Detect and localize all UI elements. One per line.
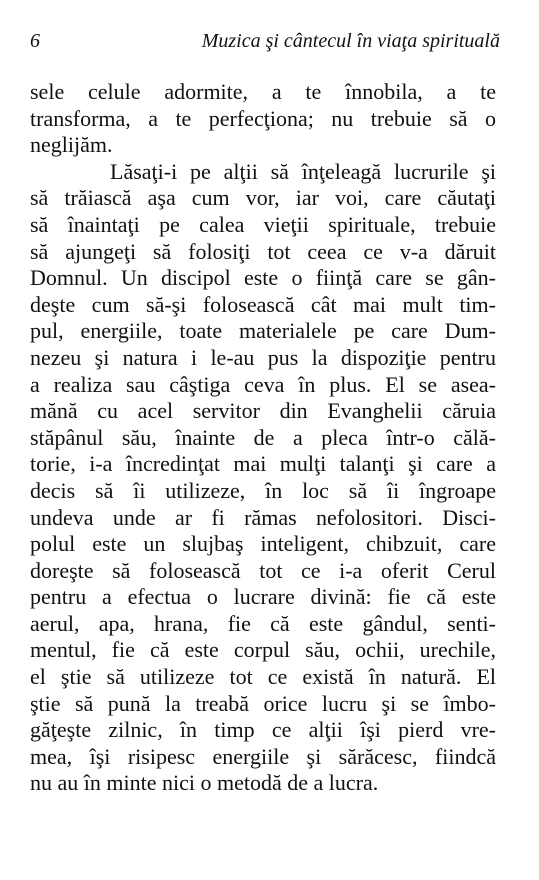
text-line: mea, îşi risipesc energiile şi sărăcesc, fiindcă — [30, 743, 496, 769]
text-line: deşte cum să-şi folosească cât mai mult tim- — [30, 291, 496, 317]
text-line: nu au în minte nici o metodă de a lucra. — [30, 770, 379, 796]
text-line: să ajungeţi să folosiţi tot ceea ce v-a dăruit — [30, 238, 496, 264]
text-line: nezeu şi natura i le-au pus la dispoziţie pentru — [30, 344, 496, 370]
page-number: 6 — [30, 30, 40, 52]
text-line: decis să îi utilizeze, în loc să îi îngroape — [30, 477, 496, 503]
text-line: aerul, apa, hrana, fie că este gândul, senti- — [30, 610, 496, 636]
text-line: undeva unde ar fi rămas nefolositori. Disci- — [30, 504, 496, 530]
body-text — [30, 79, 496, 797]
paragraph — [30, 159, 496, 797]
page-header — [30, 26, 500, 56]
running-title: Muzica şi cântecul în viaţa spirituală — [201, 30, 500, 52]
text-line: torie, i-a încredinţat mai mulţi talanţi şi care a — [30, 451, 496, 477]
text-line: a realiza sau câştiga ceva în plus. El se asea- — [30, 371, 496, 397]
text-line: Lăsaţi-i pe alţii să înţeleagă lucrurile şi — [110, 158, 496, 184]
text-line: găţeşte zilnic, în timp ce alţii îşi pierd vre- — [30, 717, 496, 743]
text-line: să trăiască aşa cum vor, iar voi, care căutaţi — [30, 185, 496, 211]
text-line: neglijăm. — [30, 132, 113, 158]
text-line: Domnul. Un discipol este o fiinţă care se gân- — [30, 265, 496, 291]
text-line: mănă cu acel servitor din Evanghelii căruia — [30, 398, 496, 424]
text-line: să înaintaţi pe calea vieţii spirituale, trebuie — [30, 211, 496, 237]
text-line: polul este un slujbaş inteligent, chibzuit, care — [30, 531, 496, 557]
text-line: pentru a efectua o lucrare divină: fie că este — [30, 584, 496, 610]
text-line: sele celule adormite, a te înnobila, a te — [30, 79, 496, 104]
text-line: stăpânul său, înainte de a pleca într-o călă- — [30, 424, 496, 450]
paragraph — [30, 79, 496, 159]
text-line: el ştie să utilizeze tot ce există în natură. El — [30, 664, 496, 690]
text-line: doreşte să folosească tot ce i-a oferit Cerul — [30, 557, 496, 583]
text-line: ştie să pună la treabă orice lucru şi se îmbo- — [30, 690, 496, 716]
text-line: transforma, a te perfecţiona; nu trebuie să o — [30, 105, 496, 131]
text-line: pul, energiile, toate materialele pe care Dum- — [30, 318, 496, 344]
text-line: mentul, fie că este corpul său, ochii, urechile, — [30, 637, 496, 663]
